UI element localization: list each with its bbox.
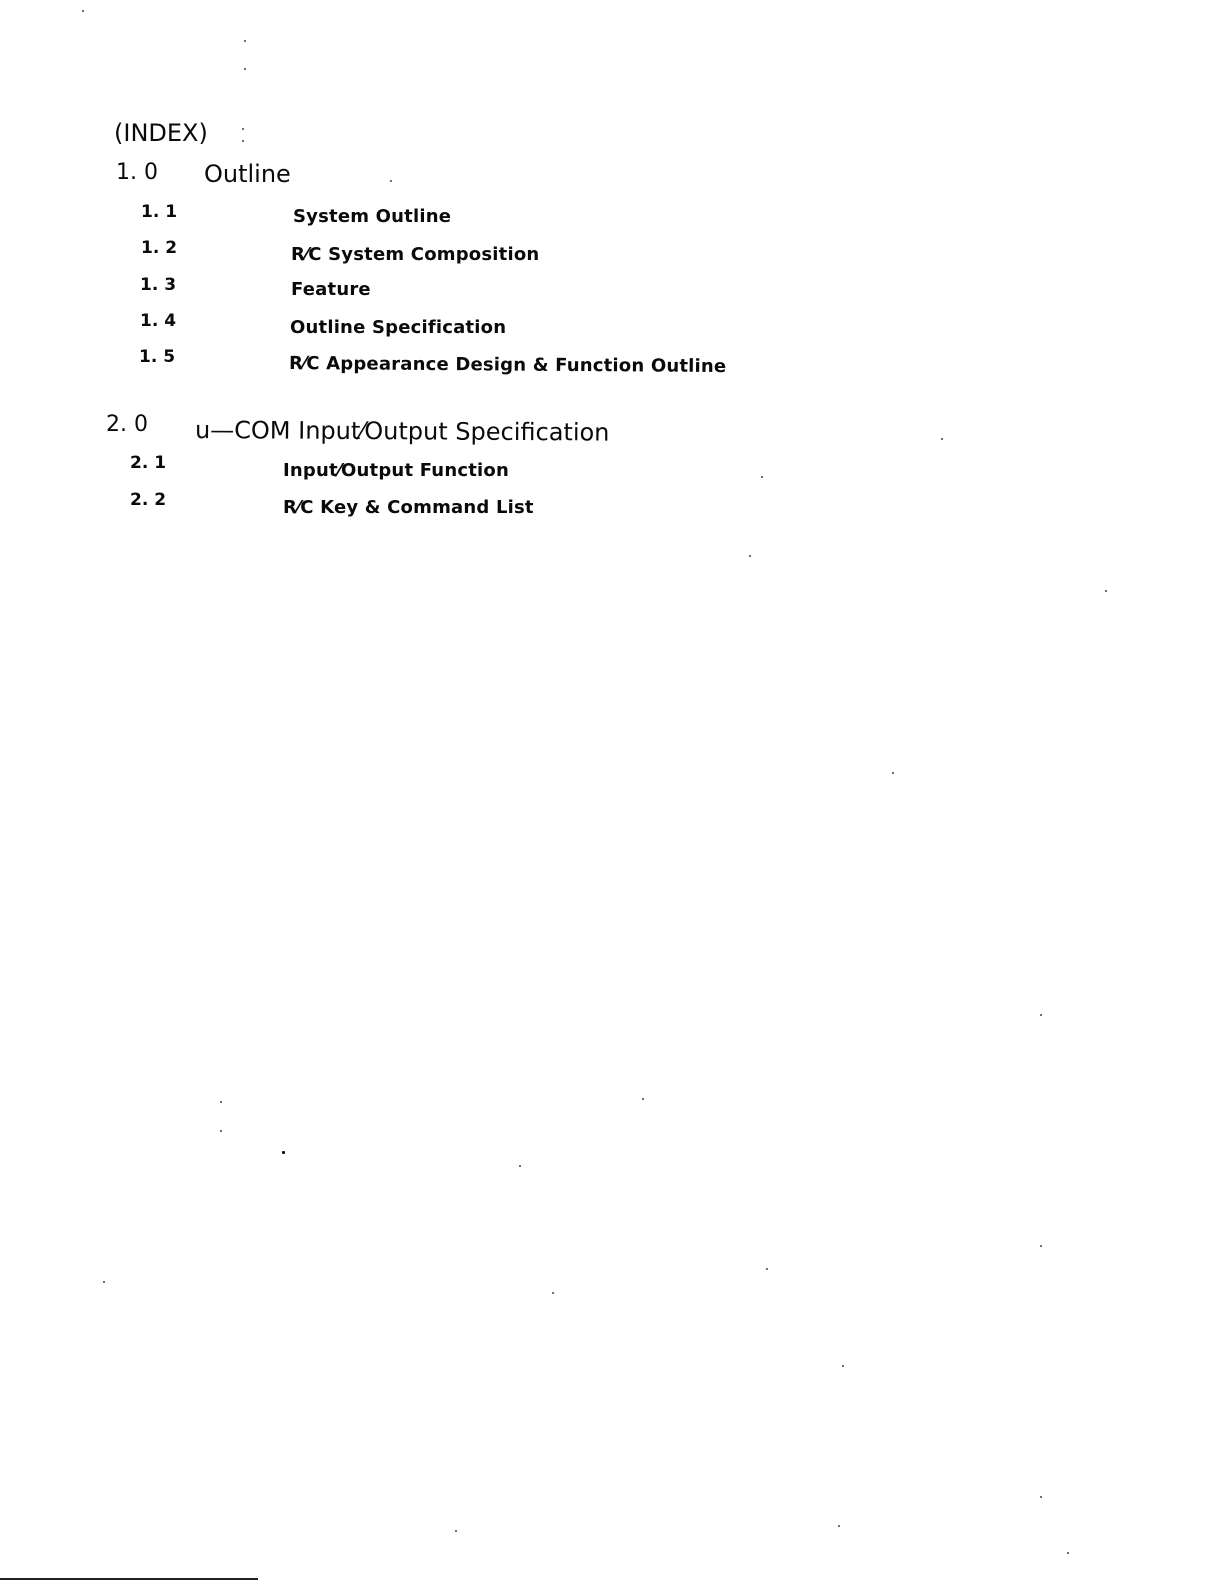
scan-speck xyxy=(244,40,246,42)
scan-speck xyxy=(892,772,894,774)
item-1-3-number: 1. 3 xyxy=(140,275,177,295)
scan-speck xyxy=(941,438,943,440)
scan-speck xyxy=(842,1365,844,1367)
item-1-5-number: 1. 5 xyxy=(139,347,176,367)
scan-speck xyxy=(519,1165,521,1167)
scan-speck xyxy=(103,1281,105,1283)
scan-speck xyxy=(766,1268,768,1270)
scan-speck xyxy=(1040,1014,1042,1016)
scan-speck xyxy=(642,1098,644,1100)
scan-speck xyxy=(82,10,84,12)
scan-speck xyxy=(1040,1496,1042,1498)
scan-speck xyxy=(242,128,244,130)
item-2-2-title: R⁄C Key & Command List xyxy=(283,497,534,518)
item-1-2-title: R⁄C System Composition xyxy=(291,244,540,265)
item-1-2-number: 1. 2 xyxy=(141,238,178,258)
section-1-title: Outline xyxy=(204,160,291,188)
scan-speck xyxy=(1067,1552,1069,1554)
scan-speck xyxy=(455,1530,457,1532)
item-2-2-number: 2. 2 xyxy=(130,490,167,510)
item-1-1-number: 1. 1 xyxy=(141,202,178,222)
scan-speck xyxy=(220,1101,222,1103)
item-1-3-title: Feature xyxy=(291,279,371,300)
scan-speck xyxy=(749,555,751,557)
section-2-title: u—COM Input⁄Output Specification xyxy=(194,416,610,447)
item-1-4-title: Outline Specification xyxy=(290,317,507,338)
scan-speck xyxy=(1040,1245,1042,1247)
index-heading: (INDEX) xyxy=(114,119,208,147)
scan-speck xyxy=(282,1151,285,1154)
item-1-5-title: R⁄C Appearance Design & Function Outline xyxy=(288,353,727,378)
scan-speck xyxy=(1105,590,1107,592)
scan-speck xyxy=(390,180,392,182)
section-1-number: 1. 0 xyxy=(116,160,158,185)
item-1-4-number: 1. 4 xyxy=(140,311,177,331)
scan-speck xyxy=(761,476,763,478)
scan-speck xyxy=(244,68,246,70)
section-2-number: 2. 0 xyxy=(106,412,148,437)
item-2-1-title: Input⁄Output Function xyxy=(283,460,509,481)
scan-speck xyxy=(552,1292,554,1294)
scan-speck xyxy=(220,1130,222,1132)
item-2-1-number: 2. 1 xyxy=(130,453,167,473)
bottom-rule xyxy=(0,1578,258,1580)
scan-speck xyxy=(838,1525,840,1527)
scan-speck xyxy=(242,140,244,142)
item-1-1-title: System Outline xyxy=(293,206,452,227)
